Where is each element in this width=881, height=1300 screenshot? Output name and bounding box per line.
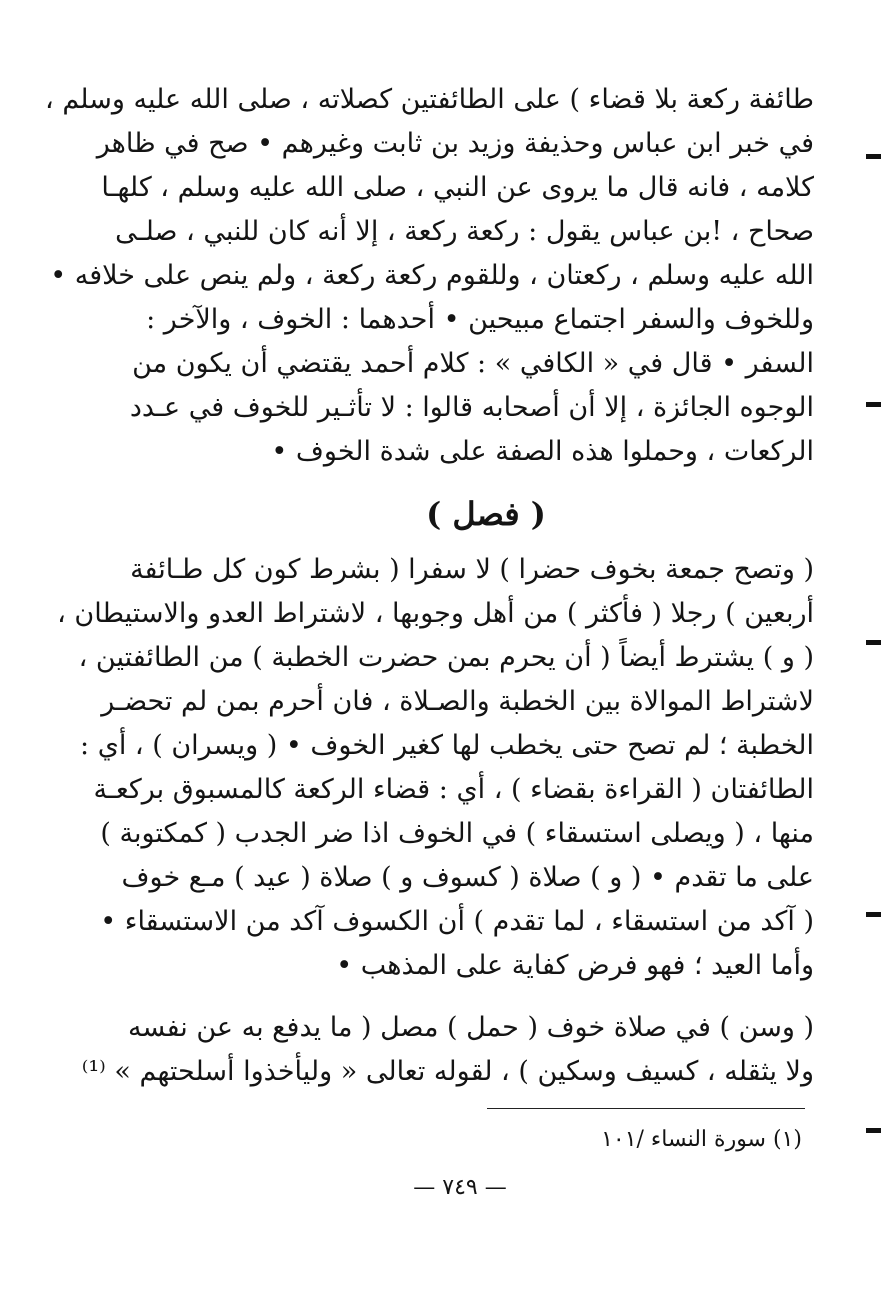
text-line: الخطبة ؛ لم تصح حتى يخطب لها كغير الخوف • ( ويسران ) ، أي : — [80, 730, 814, 761]
text-line: في خبر ابن عباس وحذيفة وزيد بن ثابت وغيرهم • صح في ظاهر — [96, 128, 814, 159]
text-line: لاشتراط الموالاة بين الخطبة والصـلاة ، فان أحرم بمن لم تحضـر — [101, 686, 814, 717]
text-line: السفر • قال في « الكافي » : كلام أحمد يقتضي أن يكون من — [132, 348, 814, 379]
section-heading: ( فصل ) — [426, 495, 546, 533]
text-line: ولا يثقله ، كسيف وسكين ) ، لقوله تعالى « وليأخذوا أسلحتهم » ⁽¹⁾ — [81, 1056, 814, 1087]
text-line: الله عليه وسلم ، ركعتان ، وللقوم ركعة ركعة ، ولم ينص على خلافه • — [50, 260, 814, 291]
text-line: الطائفتان ( القراءة بقضاء ) ، أي : قضاء الركعة كالمسبوق بركعـة — [93, 774, 814, 805]
margin-mark — [866, 640, 881, 645]
footnote: (١) سورة النساء /١٠١ — [601, 1127, 802, 1152]
text-line: ( وتصح جمعة بخوف حضرا ) لا سفرا ( بشرط كون كل طـائفة — [130, 554, 814, 585]
margin-mark — [866, 402, 881, 407]
margin-mark — [866, 912, 881, 917]
paragraph-3 — [81, 1006, 814, 1094]
text-line: كلامه ، فانه قال ما يروى عن النبي ، صلى الله عليه وسلم ، كلهـا — [101, 172, 814, 203]
footnote-divider — [487, 1108, 805, 1109]
text-line: على ما تقدم • ( و ) صلاة ( كسوف و ) صلاة ( عيد ) مـع خوف — [121, 862, 814, 893]
text-line: وأما العيد ؛ فهو فرض كفاية على المذهب • — [336, 950, 814, 981]
text-line: ( وسن ) في صلاة خوف ( حمل ) مصل ( ما يدفع به عن نفسه — [128, 1012, 814, 1043]
page-number: — ٧٤٩ — — [413, 1175, 507, 1200]
text-line: صحاح ، !بن عباس يقول : ركعة ركعة ، إلا أنه كان للنبي ، صلـى — [115, 216, 814, 247]
paragraph-2 — [57, 548, 814, 988]
margin-mark — [866, 154, 881, 159]
margin-mark — [866, 1128, 881, 1133]
text-line: طائفة ركعة بلا قضاء ) على الطائفتين كصلاته ، صلى الله عليه وسلم ، — [45, 84, 814, 115]
text-line: الركعات ، وحملوا هذه الصفة على شدة الخوف • — [271, 436, 814, 467]
text-line: ( و ) يشترط أيضاً ( أن يحرم بمن حضرت الخطبة ) من الطائفتين ، — [78, 642, 814, 673]
text-line: وللخوف والسفر اجتماع مبيحين • أحدهما : الخوف ، والآخر : — [146, 304, 814, 335]
text-line: ( آكد من استسقاء ، لما تقدم ) أن الكسوف آكد من الاستسقاء • — [100, 906, 814, 937]
text-line: الوجوه الجائزة ، إلا أن أصحابه قالوا : لا تأثـير للخوف في عـدد — [129, 392, 814, 423]
text-line: منها ، ( ويصلى استسقاء ) في الخوف اذا ضر الجدب ( كمكتوبة ) — [100, 818, 814, 849]
text-line: أربعين ) رجلا ( فأكثر ) من أهل وجوبها ، لاشتراط العدو والاستيطان ، — [57, 598, 814, 629]
paragraph-1 — [45, 78, 814, 474]
